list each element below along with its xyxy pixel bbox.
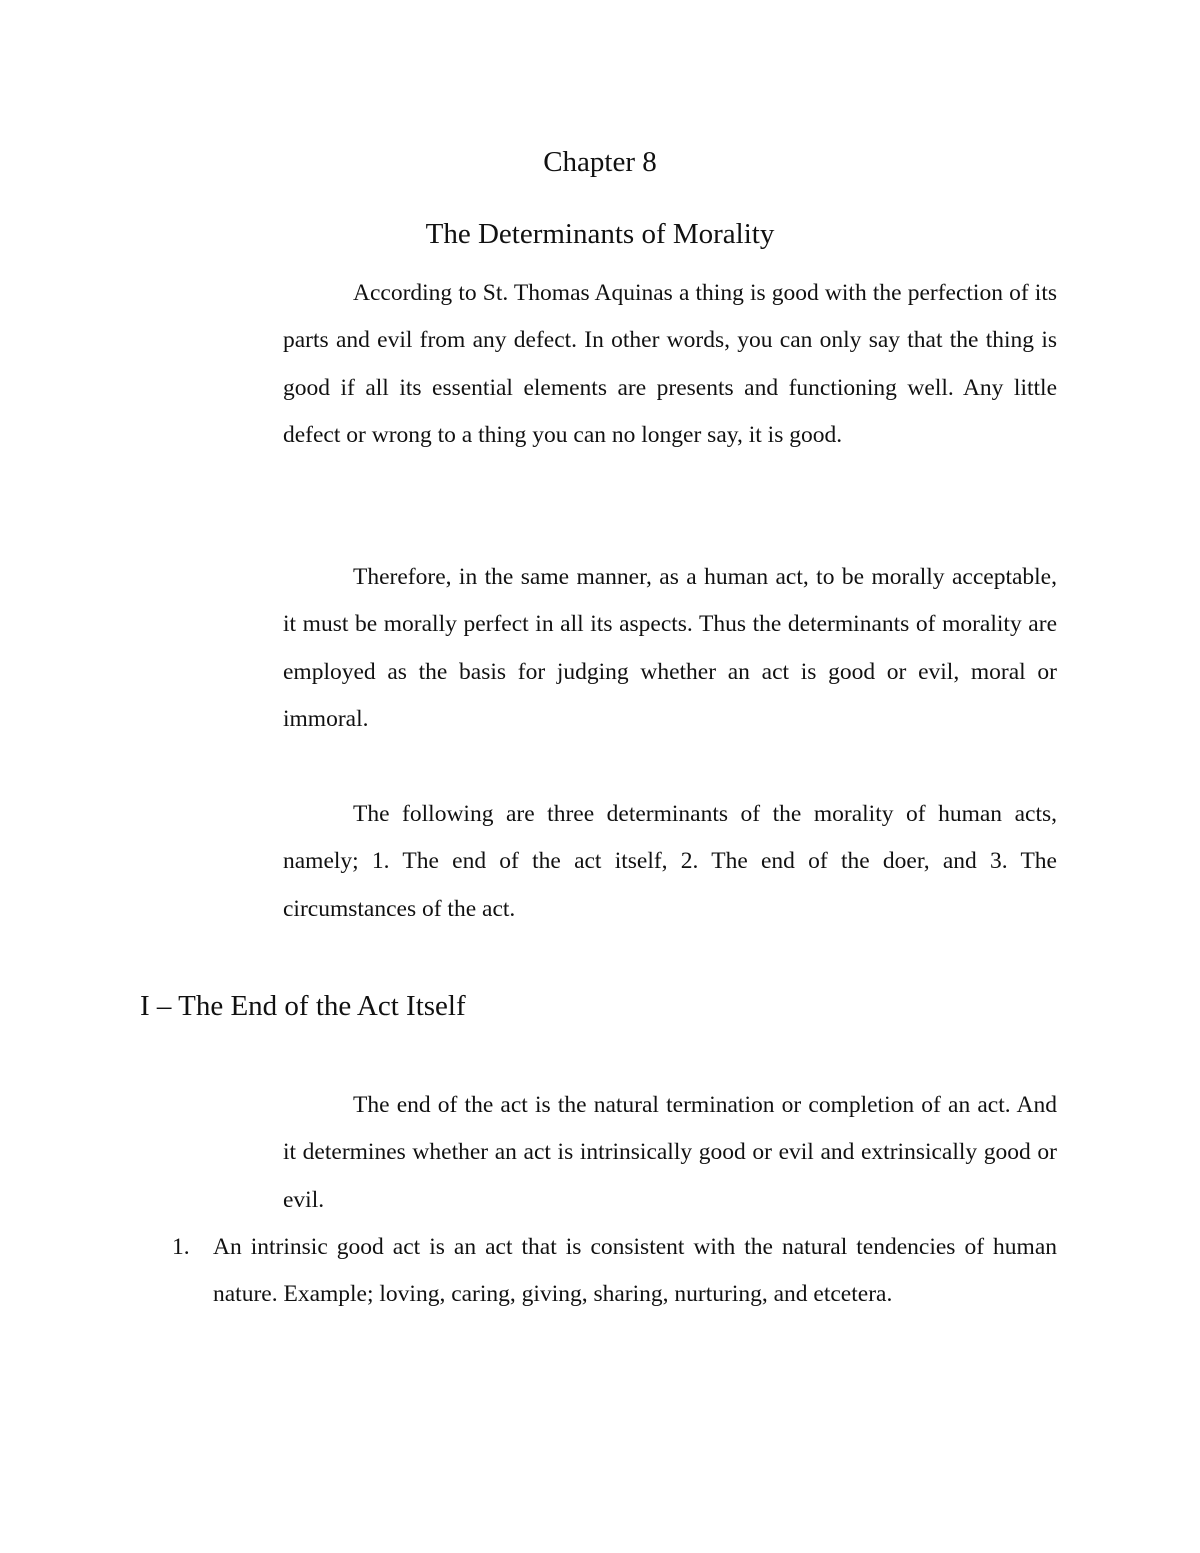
chapter-title: The Determinants of Morality — [425, 218, 775, 250]
paragraph-therefore: Therefore, in the same manner, as a human act, to be morally acceptable, it must be morally perfect in all its aspects. Thus the determinants of morality are employed as the basis for judging whether an act is good or evil, moral or immoral. — [283, 564, 1057, 732]
numbered-list — [172, 1224, 1057, 1319]
paragraph-three-determinants: The following are three determinants of the morality of human acts, namely; 1. The end of the act itself, 2. The end of the doer, and 3. The circumstances of the act. — [283, 801, 1057, 922]
list-item-text: An intrinsic good act is an act that is consistent with the natural tendencies of human nature. Example; loving, caring, giving, sharing, nurturing, and etcetera. — [213, 1234, 1057, 1308]
list-item — [172, 1224, 1057, 1319]
paragraph-end-of-act: The end of the act is the natural termination or completion of an act. And it determines whether an act is intrinsically good or evil and extrinsically good or evil. — [283, 1092, 1057, 1213]
list-item-number: 1. — [172, 1234, 190, 1260]
chapter-number: Chapter 8 — [543, 146, 657, 178]
paragraph-aquinas: According to St. Thomas Aquinas a thing is good with the perfection of its parts and evil from any defect. In other words, you can only say that the thing is good if all its essential elements are presents and functioning well. Any little defect or wrong to a thing you can no longer say, it is good. — [283, 280, 1057, 448]
section-heading: I – The End of the Act Itself — [140, 990, 466, 1022]
